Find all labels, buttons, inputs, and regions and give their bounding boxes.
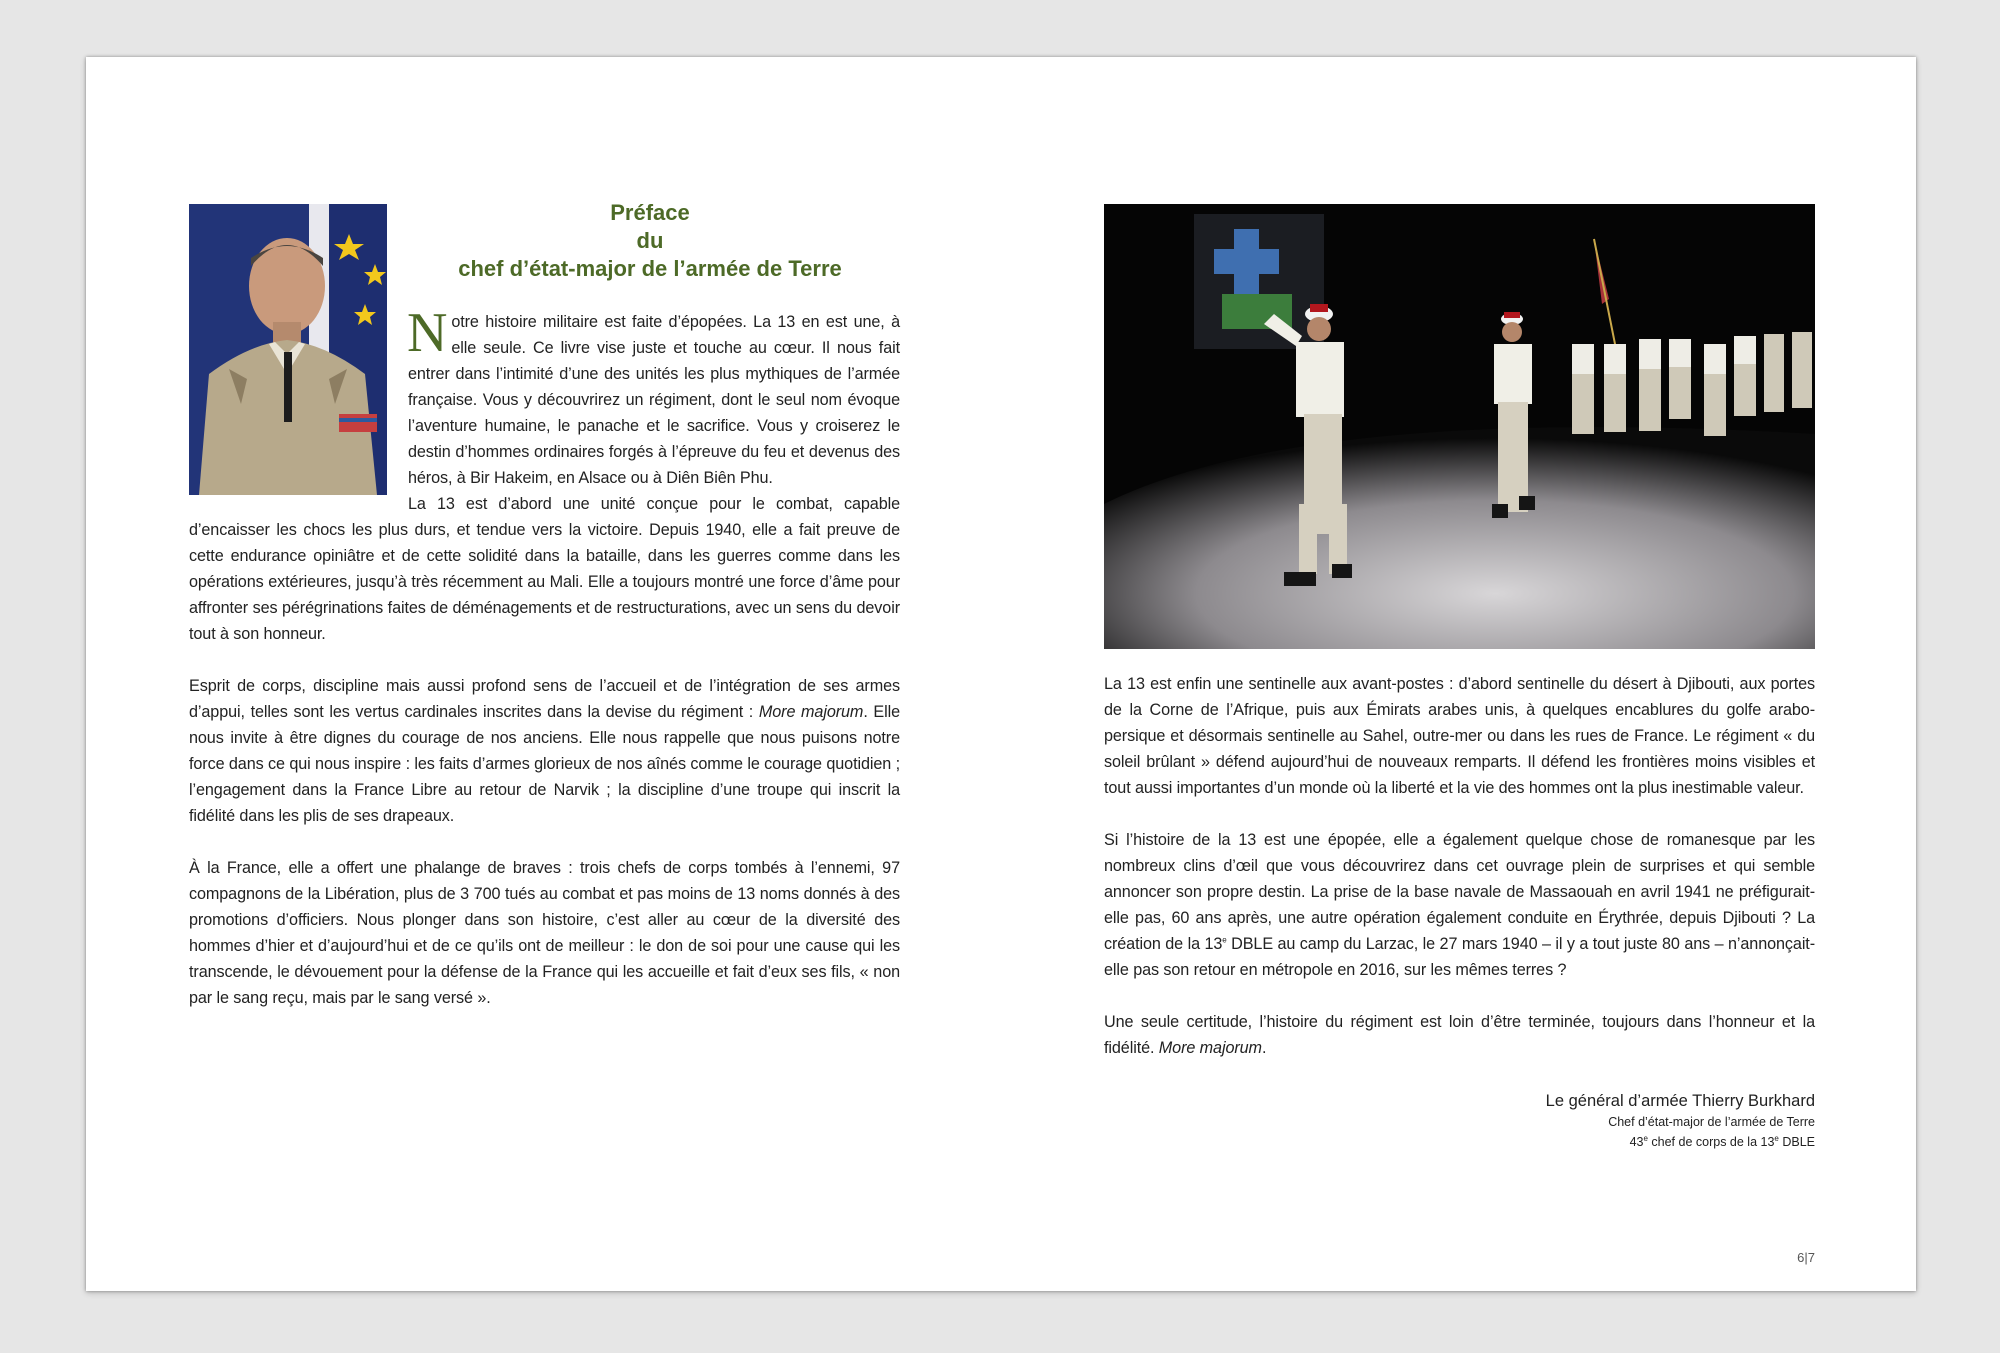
sig-role-2-sup-2: e: [1774, 1133, 1779, 1143]
right-paragraph-3-text-b: .: [1261, 1039, 1267, 1057]
sig-role-2-c: DBLE: [1778, 1135, 1815, 1149]
signature-role-1: Chef d’état-major de l’armée de Terre: [1608, 1115, 1815, 1129]
right-paragraph-2-text-b: DBLE au camp du Larzac, le 27 mars 1940 – il y a tout juste 80 ans – n’annonçait-elle pas son retour en métropole en 2016, sur les mêmes terres ?: [1104, 935, 1815, 979]
signature-role-2: [1315, 1132, 1815, 1152]
sig-role-2-b: chef de corps de la 13: [1647, 1135, 1775, 1149]
title-line-1: Préface: [610, 200, 690, 225]
paragraph-3-text-a: Esprit de corps, discipline mais aussi profond sens de l’accueil et de l’intégration de ses armes d’appui, telles sont les vertus cardinales inscrites dans la devise du régiment :: [189, 677, 900, 721]
right-paragraph-3-text-a: Une seule certitude, l’histoire du régiment est loin d’être terminée, toujours dans l’honneur et la fidélité.: [1104, 1013, 1815, 1057]
regiment-parade-photo: [1104, 204, 1815, 649]
title-line-3: chef d’état-major de l’armée de Terre: [458, 256, 842, 281]
paragraph-4: À la France, elle a offert une phalange de braves : trois chefs de corps tombés à l’ennemi, 97 compagnons de la Libération, plus de 3 700 tués au combat et pas moins de 13 noms donnés à des promotions d’officiers. Nous plonger dans son histoire, c’est aller au cœur de la diversité des hommes d’hier et d’aujourd’hui et de ce qu’ils ont de meilleur : le don de soi pour une cause qui les transcende, le dévouement pour la défense de la France qui les accueille et fait d’eux ses fils, « non par le sang reçu, mais par le sang versé ».: [189, 859, 900, 1007]
paragraph-3-text-b: . Elle nous invite à être dignes du courage de nos anciens. Elle nous rappelle que nous puisons notre force dans ce qui nous inspire : les faits d’armes glorieux de nos aînés comme le courage quotidien ; l’engagement dans la France Libre au retour de Narvik ; la discipline d’une troupe qui inscrit la fidélité dans les plis de ses drapeaux.: [189, 703, 900, 825]
motto-italic: More majorum: [758, 703, 864, 721]
signature-block: [1315, 1091, 1815, 1152]
sig-role-2-sup-1: e: [1643, 1133, 1648, 1143]
right-paragraph-1: La 13 est enfin une sentinelle aux avant-postes : d’abord sentinelle du désert à Djibouti, aux portes de la Corne de l’Afrique, puis aux Émirats arabes unis, à quelques encablures du golfe arabo-persique et désormais sentinelle au Sahel, outre-mer ou dans les rues de France. Le régiment « du soleil brûlant » défend aujourd’hui de nouveaux remparts. Il défend les frontières moins visibles et tout aussi importantes d’un monde où la liberté et la vie des hommes ont la plus inestimable valeur.: [1104, 675, 1815, 797]
superscript-e: e: [1222, 935, 1227, 945]
page-numbers: 6|7: [1797, 1250, 1815, 1265]
drop-cap: N: [407, 302, 448, 364]
preface-title: [422, 199, 878, 283]
sig-role-2-a: 43: [1629, 1135, 1644, 1149]
right-paragraph-2: [1104, 827, 1815, 983]
right-paragraph-3: [1104, 1009, 1815, 1061]
left-page-text: [189, 302, 900, 1011]
paragraph-2: La 13 est d’abord une unité conçue pour le combat, capable d’encaisser les chocs les plus durs, et tendue vers la victoire. Depuis 1940, elle a fait preuve de cette endurance opiniâtre et de cette solidité dans la bataille, dans les guerres comme dans les opérations extérieures, jusqu’à très récemment au Mali. Elle a toujours montré une force d’âme pour affronter ses pérégrinations faites de déménagements et de restructurations, avec un sens du devoir tout à son honneur.: [189, 495, 900, 643]
book-spread: [86, 57, 1916, 1291]
intro-paragraph: [189, 302, 900, 491]
intro-text: otre histoire militaire est faite d’épopées. La 13 en est une, à elle seule. Ce livre vise juste et touche au cœur. Il nous fait entrer dans l’intimité d’une des unités les plus mythiques de l’armée française. Vous y découvrirez un régiment, dont le seul nom évoque l’aventure humaine, le panache et le sacrifice. Vous y croiserez le destin d’hommes ordinaires forgés à l’épreuve du feu et devenus des héros, à Bir Hakeim, en Alsace ou à Diên Biên Phu.: [408, 313, 900, 487]
right-page-text: [1104, 671, 1815, 1061]
motto-italic-right: More majorum: [1158, 1039, 1262, 1057]
signature-name: Le général d’armée Thierry Burkhard: [1545, 1092, 1815, 1110]
paragraph-3: [189, 673, 900, 829]
right-paragraph-2-text-a: Si l’histoire de la 13 est une épopée, elle a également quelque chose de romanesque par les nombreux clins d’œil que vous découvrirez dans cet ouvrage plein de surprises et qui semble annoncer son propre destin. La prise de la base navale de Massaouah en avril 1941 ne préfigurait-elle pas, 60 ans après, une autre opération également conduite en Érythrée, depuis Djibouti ? La création de la 13: [1104, 831, 1815, 953]
title-line-2: du: [636, 228, 664, 253]
